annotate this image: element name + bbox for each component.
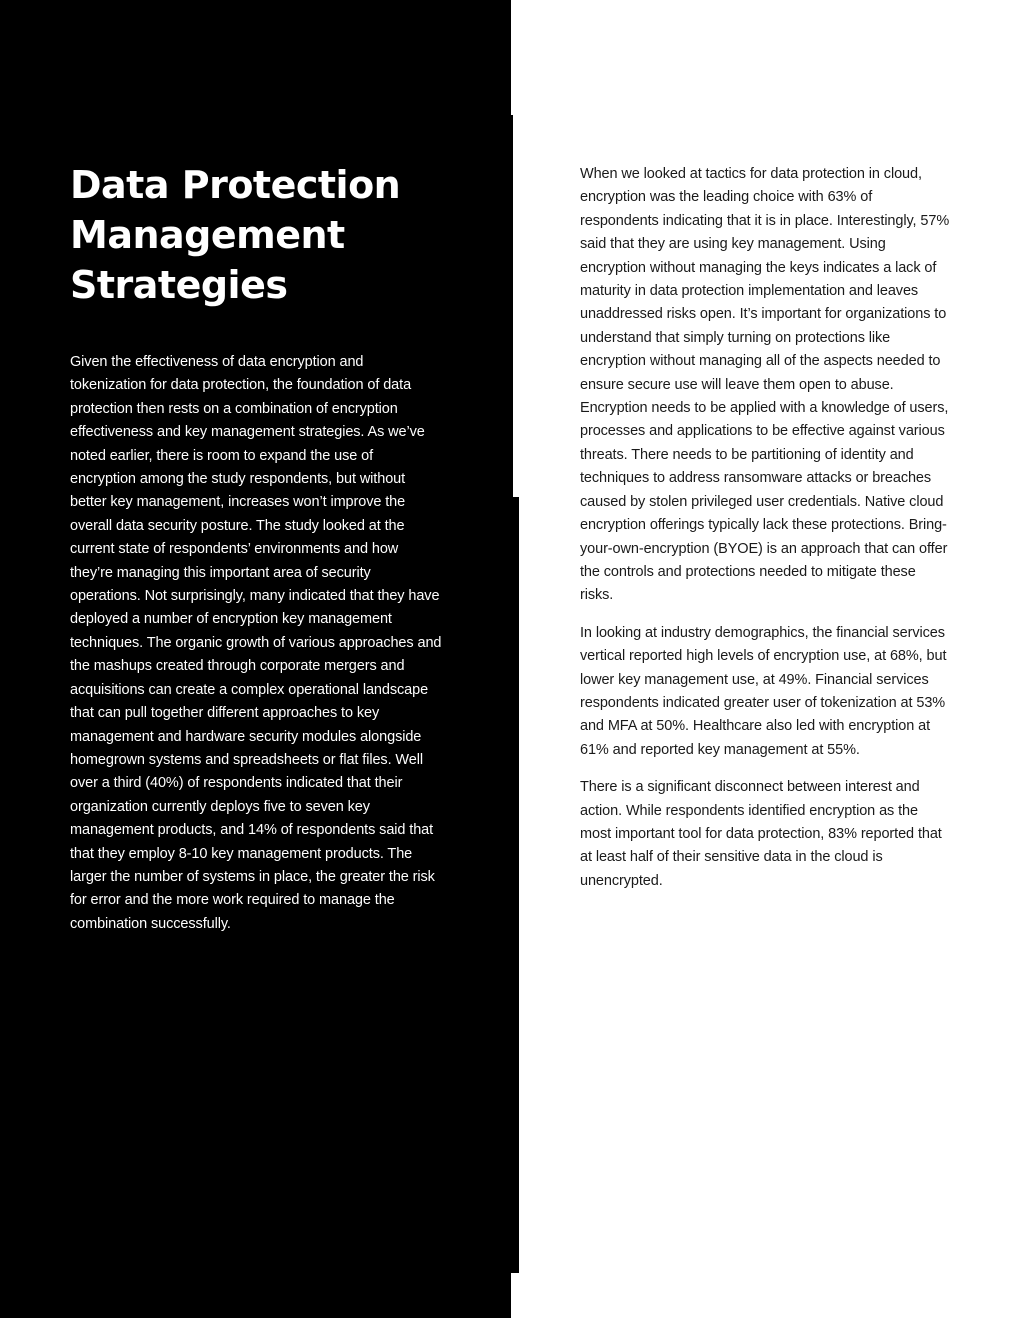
left-body-paragraph: Given the effectiveness of data encryption and tokenization for data protection, the foundation of data protection then rests on a combination of encryption effectiveness and key management strategies. As we’ve noted earlier, there is room to expand the use of encryption among the study respondents, but without better key management, increases won’t improve the overall data security posture. The study looked at the current state of respondents’ environments and how they’re managing this important area of security operations. Not surprisingly, many indicated that they have deployed a number of encryption key management techniques. The organic growth of various approaches and the mashups created through corporate mergers and acquisitions can create a complex operational landscape that can pull together different approaches to key management and hardware security modules alongside homegrown systems and spreadsheets or flat files. Well over a third (40%) of respondents indicated that their organization currently deploys five to seven key management products, and 14% of respondents said that that they employ 8-10 key management products. The larger the number of systems in place, the greater the risk for error and the more work required to manage the combination successfully.	[70, 354, 442, 932]
right-paragraph-1: When we looked at tactics for data protection in cloud, encryption was the leading choice with 63% of respondents indicating that it is in place. Interestingly, 57% said that they are using key management. Using encryption without managing the keys indicates a lack of maturity in data protection implementation and leaves unaddressed risks open. It’s important for organizations to understand that simply turning on protections like encryption without managing all of the aspects needed to ensure secure use will leave them open to abuse. Encryption needs to be applied with a knowledge of users, processes and applications to be effective against various threats. There needs to be partitioning of identity and techniques to address ransomware attacks or breaches caused by stolen privileged user credentials. Native cloud encryption offerings typically lack these protections. Bring-your-own-encryption (BYOE) is an approach that can offer the controls and protections needed to mitigate these risks.	[580, 166, 950, 604]
right-paragraph-3: There is a significant disconnect between interest and action. While respondents identified encryption as the most important tool for data protection, 83% reported that at least half of their sensitive data in the cloud is unencrypted.	[580, 779, 942, 889]
panel-edge-gap	[513, 115, 519, 497]
page-title: Data Protection Management Strategies	[70, 163, 401, 307]
right-text-column	[580, 163, 952, 907]
right-paragraph-2: In looking at industry demographics, the financial services vertical reported high levels of encryption use, at 68%, but lower key management use, at 49%. Financial services respondents indicated greater user of tokenization at 53% and MFA at 50%. Healthcare also led with encryption at 61% and reported key management at 55%.	[580, 624, 947, 758]
